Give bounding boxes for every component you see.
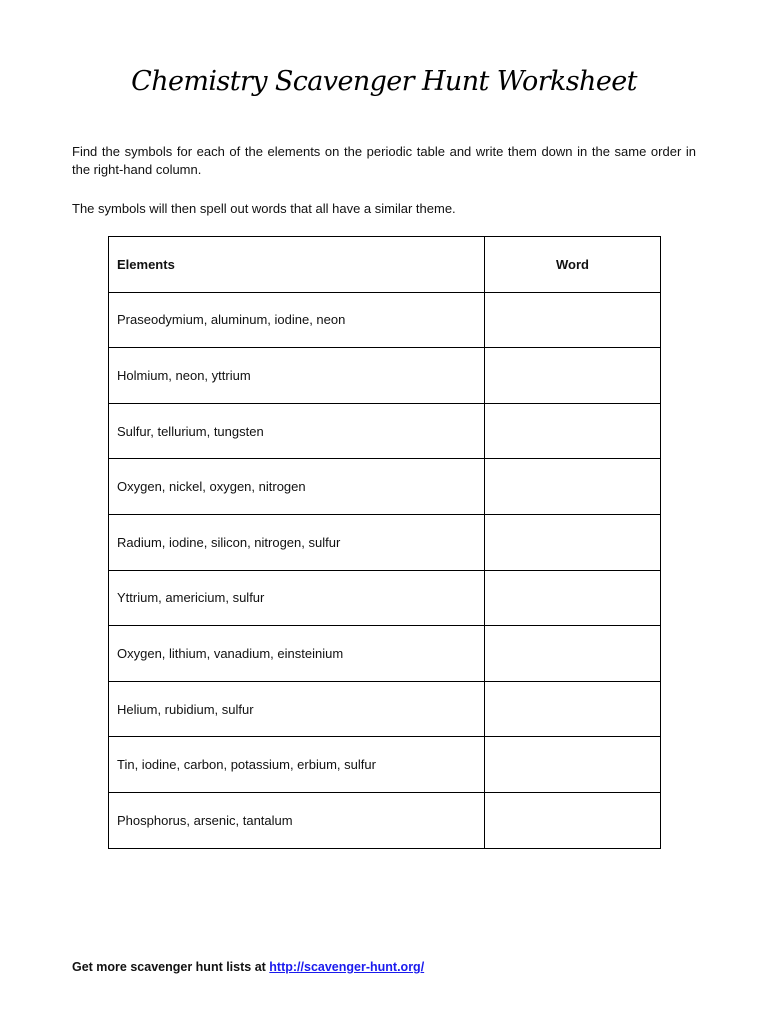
table-row [109, 570, 661, 626]
table-row [109, 626, 661, 682]
elements-cell: Praseodymium, aluminum, iodine, neon [109, 292, 485, 348]
table-row [109, 737, 661, 793]
word-answer-cell[interactable] [485, 792, 661, 848]
word-answer-cell[interactable] [485, 514, 661, 570]
table-header-row [109, 237, 661, 293]
table-row [109, 792, 661, 848]
word-answer-cell[interactable] [485, 626, 661, 682]
word-answer-cell[interactable] [485, 570, 661, 626]
table-row [109, 514, 661, 570]
table-row [109, 348, 661, 404]
footer-text: Get more scavenger hunt lists at [72, 960, 270, 974]
word-column-header: Word [485, 237, 661, 293]
elements-cell: Holmium, neon, yttrium [109, 348, 485, 404]
elements-cell: Oxygen, lithium, vanadium, einsteinium [109, 626, 485, 682]
elements-cell: Helium, rubidium, sulfur [109, 681, 485, 737]
elements-cell: Tin, iodine, carbon, potassium, erbium, sulfur [109, 737, 485, 793]
word-answer-cell[interactable] [485, 403, 661, 459]
theme-note: The symbols will then spell out words that all have a similar theme. [72, 201, 456, 216]
table-row [109, 292, 661, 348]
elements-column-header: Elements [109, 237, 485, 293]
footer [72, 960, 424, 974]
word-answer-cell[interactable] [485, 681, 661, 737]
page-title: Chemistry Scavenger Hunt Worksheet [131, 66, 637, 97]
table-row [109, 681, 661, 737]
word-answer-cell[interactable] [485, 348, 661, 404]
table-row [109, 459, 661, 515]
table-row [109, 403, 661, 459]
worksheet-table [108, 236, 661, 849]
elements-cell: Radium, iodine, silicon, nitrogen, sulfur [109, 514, 485, 570]
scavenger-hunt-link[interactable]: http://scavenger-hunt.org/ [269, 960, 425, 974]
elements-cell: Yttrium, americium, sulfur [109, 570, 485, 626]
elements-cell: Oxygen, nickel, oxygen, nitrogen [109, 459, 485, 515]
elements-cell: Phosphorus, arsenic, tantalum [109, 792, 485, 848]
word-answer-cell[interactable] [485, 737, 661, 793]
instructions-text: Find the symbols for each of the elements on the periodic table and write them down in the same order in the right-hand column. [72, 144, 696, 177]
elements-cell: Sulfur, tellurium, tungsten [109, 403, 485, 459]
word-answer-cell[interactable] [485, 459, 661, 515]
word-answer-cell[interactable] [485, 292, 661, 348]
